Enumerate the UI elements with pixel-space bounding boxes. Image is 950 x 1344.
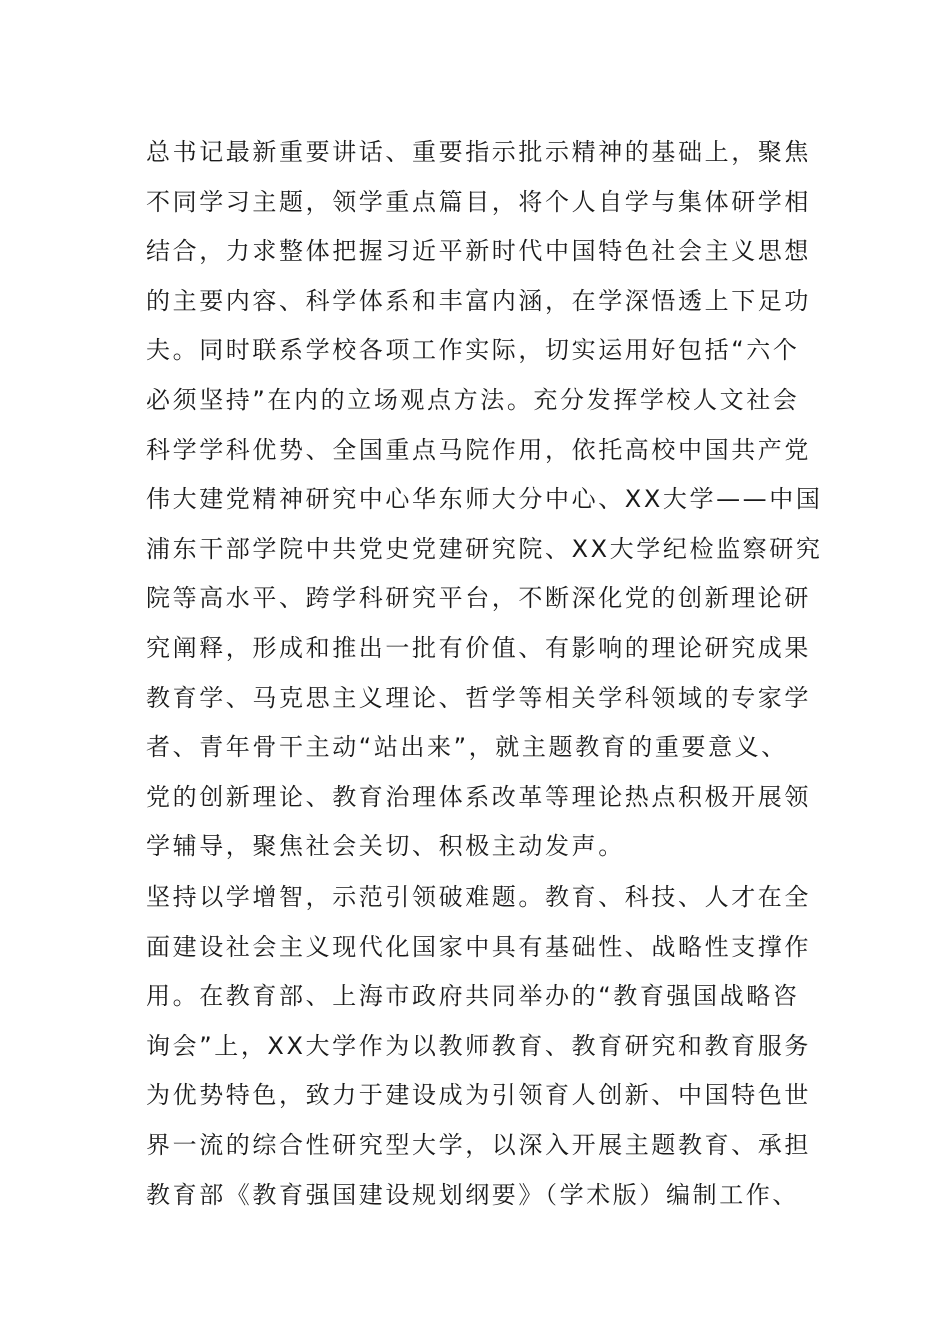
text-line: 必须坚持”在内的立场观点方法。充分发挥学校人文社会 xyxy=(146,386,800,414)
text-line: 伟大建党精神研究中心华东师大分中心、XX大学——中国 xyxy=(146,485,823,514)
text-line: 总书记最新重要讲话、重要指示批示精神的基础上，聚焦 xyxy=(146,138,811,166)
text-line: 教育部《教育强国建设规划纲要》（学术版）编制工作、 xyxy=(146,1180,799,1209)
text-line: 面建设社会主义现代化国家中具有基础性、战略性支撑作 xyxy=(146,932,811,961)
text-line: 用。在教育部、上海市政府共同举办的“教育强国战略咨 xyxy=(146,982,800,1011)
text-line: 为优势特色，致力于建设成为引领育人创新、中国特色世 xyxy=(146,1081,811,1110)
text-line: 坚持以学增智，示范引领破难题。教育、科技、人才在全 xyxy=(146,883,811,911)
text-line: 者、青年骨干主动“站出来”，就主题教育的重要意义、 xyxy=(146,733,788,762)
text-line: 党的创新理论、教育治理体系改革等理论热点积极开展领 xyxy=(146,782,811,811)
text-line: 究阐释，形成和推出一批有价值、有影响的理论研究成果 xyxy=(146,634,811,662)
text-line: 夫。同时联系学校各项工作实际，切实运用好包括“六个 xyxy=(146,336,800,365)
text-line: 询会”上，XX大学作为以教师教育、教育研究和教育服务 xyxy=(146,1031,811,1060)
text-line: 院等高水平、跨学科研究平台，不断深化党的创新理论研 xyxy=(146,584,811,613)
text-line: 教育学、马克思主义理论、哲学等相关学科领域的专家学 xyxy=(146,683,811,712)
text-line: 浦东干部学院中共党史党建研究院、XX大学纪检监察研究 xyxy=(146,534,823,563)
text-line: 结合，力求整体把握习近平新时代中国特色社会主义思想 xyxy=(146,237,811,266)
text-line: 科学学科优势、全国重点马院作用，依托高校中国共产党 xyxy=(146,435,811,464)
text-line: 不同学习主题，领学重点篇目，将个人自学与集体研学相 xyxy=(146,187,811,216)
text-line: 界一流的综合性研究型大学，以深入开展主题教育、承担 xyxy=(146,1131,811,1159)
text-line: 学辅导，聚焦社会关切、积极主动发声。 xyxy=(146,832,625,861)
text-line: 的主要内容、科学体系和丰富内涵，在学深悟透上下足功 xyxy=(146,286,811,315)
